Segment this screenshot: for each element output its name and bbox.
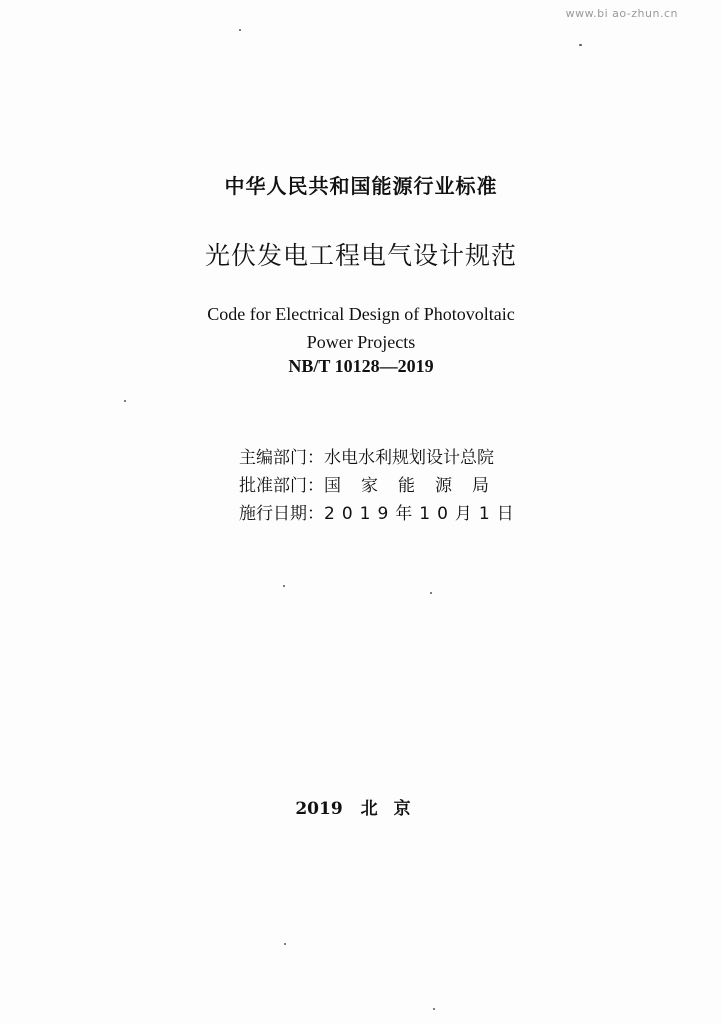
editor-row <box>239 444 521 472</box>
effective-date-value: 2019年10月1日 <box>324 504 521 524</box>
title-en-line-2: Power Projects <box>306 332 416 352</box>
scan-speck <box>124 400 126 402</box>
approver-value: 国家能源局 <box>324 476 509 496</box>
approver-label: 批准部门： <box>239 476 324 496</box>
publication-footer <box>0 794 722 819</box>
standard-code: NB/T 10128—2019 <box>288 356 434 376</box>
scan-speck <box>579 44 582 46</box>
document-title-cn: 光伏发电工程电气设计规范 <box>204 241 517 270</box>
scan-speck <box>239 29 241 31</box>
scan-speck <box>284 943 286 945</box>
editor-value: 水电水利规划设计总院 <box>324 448 494 468</box>
approver-row <box>239 472 521 500</box>
effective-date-row <box>239 500 521 528</box>
editor-label: 主编部门： <box>239 448 324 468</box>
scan-speck <box>433 1008 435 1010</box>
effective-date-label: 施行日期： <box>239 504 324 524</box>
scan-speck <box>283 585 285 587</box>
title-en-line-1: Code for Electrical Design of Photovoltaic <box>207 304 515 324</box>
publication-year: 2019 <box>295 799 343 819</box>
document-title-en <box>0 300 722 356</box>
publication-info <box>239 444 521 528</box>
scan-speck <box>430 592 432 594</box>
series-title: 中华人民共和国能源行业标准 <box>224 174 498 198</box>
watermark: www.bi ao-zhun.cn <box>565 7 678 20</box>
publication-city: 北京 <box>360 799 427 819</box>
